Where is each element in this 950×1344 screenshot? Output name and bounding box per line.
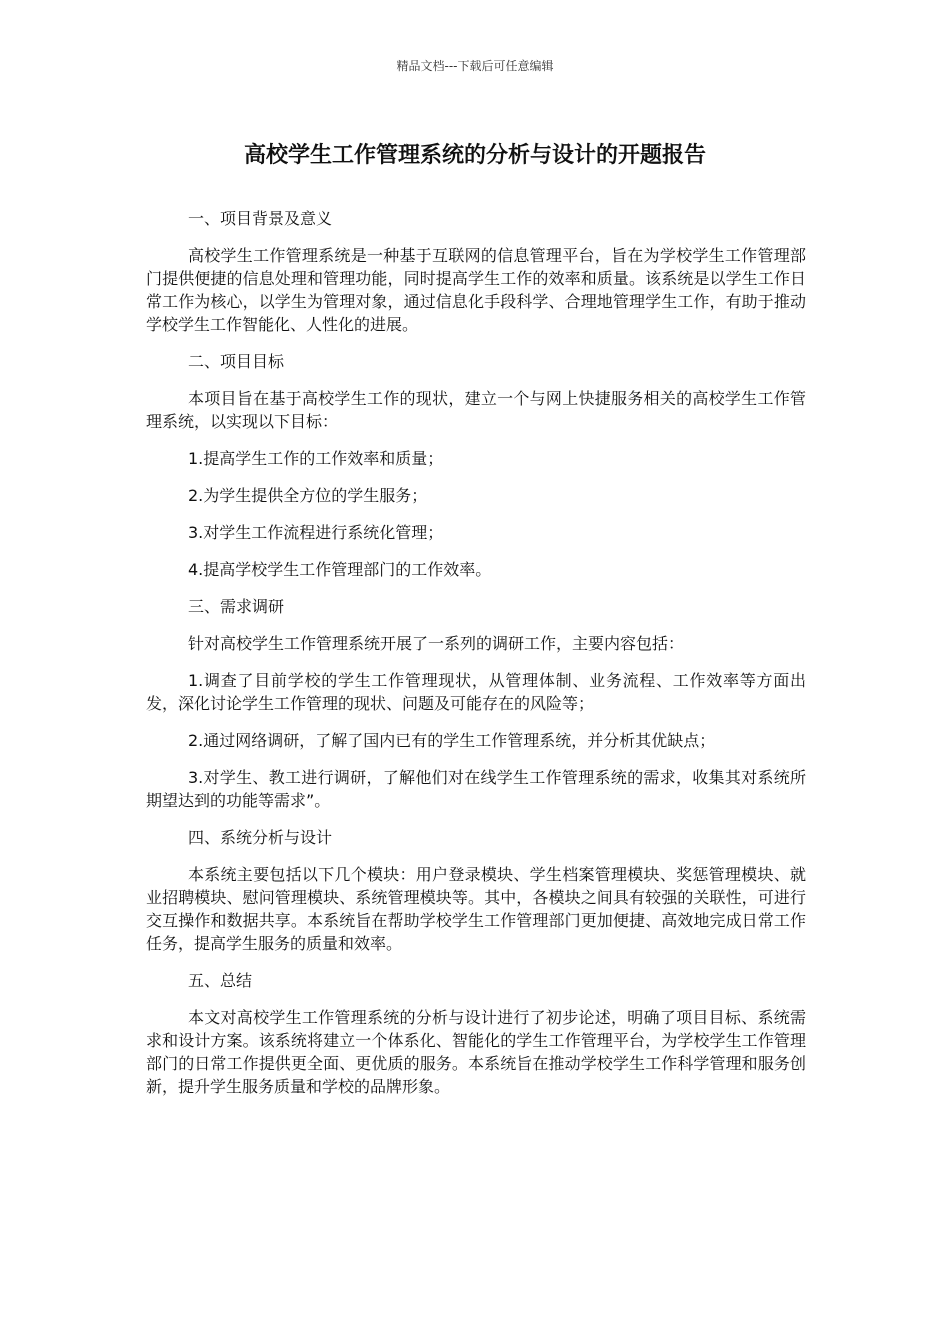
section-heading-2: 二、项目目标 (188, 352, 285, 371)
paragraph-design: 本系统主要包括以下几个模块：用户登录模块、学生档案管理模块、奖惩管理模块、就业招聘模块、慰问管理模块、系统管理模块等。其中，各模块之间具有较强的关联性，可进行交互操作和数据共享。本系统旨在帮助学校学生工作管理部门更加便捷、高效地完成日常工作任务，提高学生服务的质量和效率。 (146, 865, 806, 953)
document-title: 高校学生工作管理系统的分析与设计的开题报告 (243, 143, 706, 168)
research-item-3: 3.对学生、教工进行调研，了解他们对在线学生工作管理系统的需求，收集其对系统所期望达到的功能等需求”。 (146, 768, 806, 810)
page-header: 精品文档---下载后可任意编辑 (396, 59, 554, 73)
goal-item-1: 1.提高学生工作的工作效率和质量； (188, 449, 444, 468)
section-heading-3: 三、需求调研 (188, 597, 285, 616)
goal-item-3: 3.对学生工作流程进行系统化管理； (188, 523, 444, 542)
paragraph-research-intro: 针对高校学生工作管理系统开展了一系列的调研工作，主要内容包括： (188, 634, 685, 653)
research-item-2: 2.通过网络调研，了解了国内已有的学生工作管理系统，并分析其优缺点； (188, 731, 716, 750)
paragraph-summary: 本文对高校学生工作管理系统的分析与设计进行了初步论述，明确了项目目标、系统需求和设计方案。该系统将建立一个体系化、智能化的学生工作管理平台，为学校学生工作管理部门的日常工作提供更全面、更优质的服务。本系统旨在推动学校学生工作科学管理和服务创新，提升学生服务质量和学校的品牌形象。 (146, 1008, 806, 1096)
research-item-1: 1.调查了目前学校的学生工作管理现状，从管理体制、业务流程、工作效率等方面出发，深化讨论学生工作管理的现状、问题及可能存在的风险等； (146, 671, 806, 713)
document-body (146, 207, 806, 1112)
section-heading-5: 五、总结 (188, 971, 253, 990)
section-heading-4: 四、系统分析与设计 (188, 828, 333, 847)
goal-item-4: 4.提高学校学生工作管理部门的工作效率。 (188, 560, 492, 579)
paragraph-background: 高校学生工作管理系统是一种基于互联网的信息管理平台，旨在为学校学生工作管理部门提供便捷的信息处理和管理功能，同时提高学生工作的效率和质量。该系统是以学生工作日常工作为核心，以学生为管理对象，通过信息化手段科学、合理地管理学生工作，有助于推动学校学生工作智能化、人性化的进展。 (146, 246, 806, 334)
goal-item-2: 2.为学生提供全方位的学生服务； (188, 486, 428, 505)
paragraph-goal-intro: 本项目旨在基于高校学生工作的现状，建立一个与网上快捷服务相关的高校学生工作管理系统，以实现以下目标： (146, 389, 806, 431)
section-heading-1: 一、项目背景及意义 (188, 209, 333, 228)
